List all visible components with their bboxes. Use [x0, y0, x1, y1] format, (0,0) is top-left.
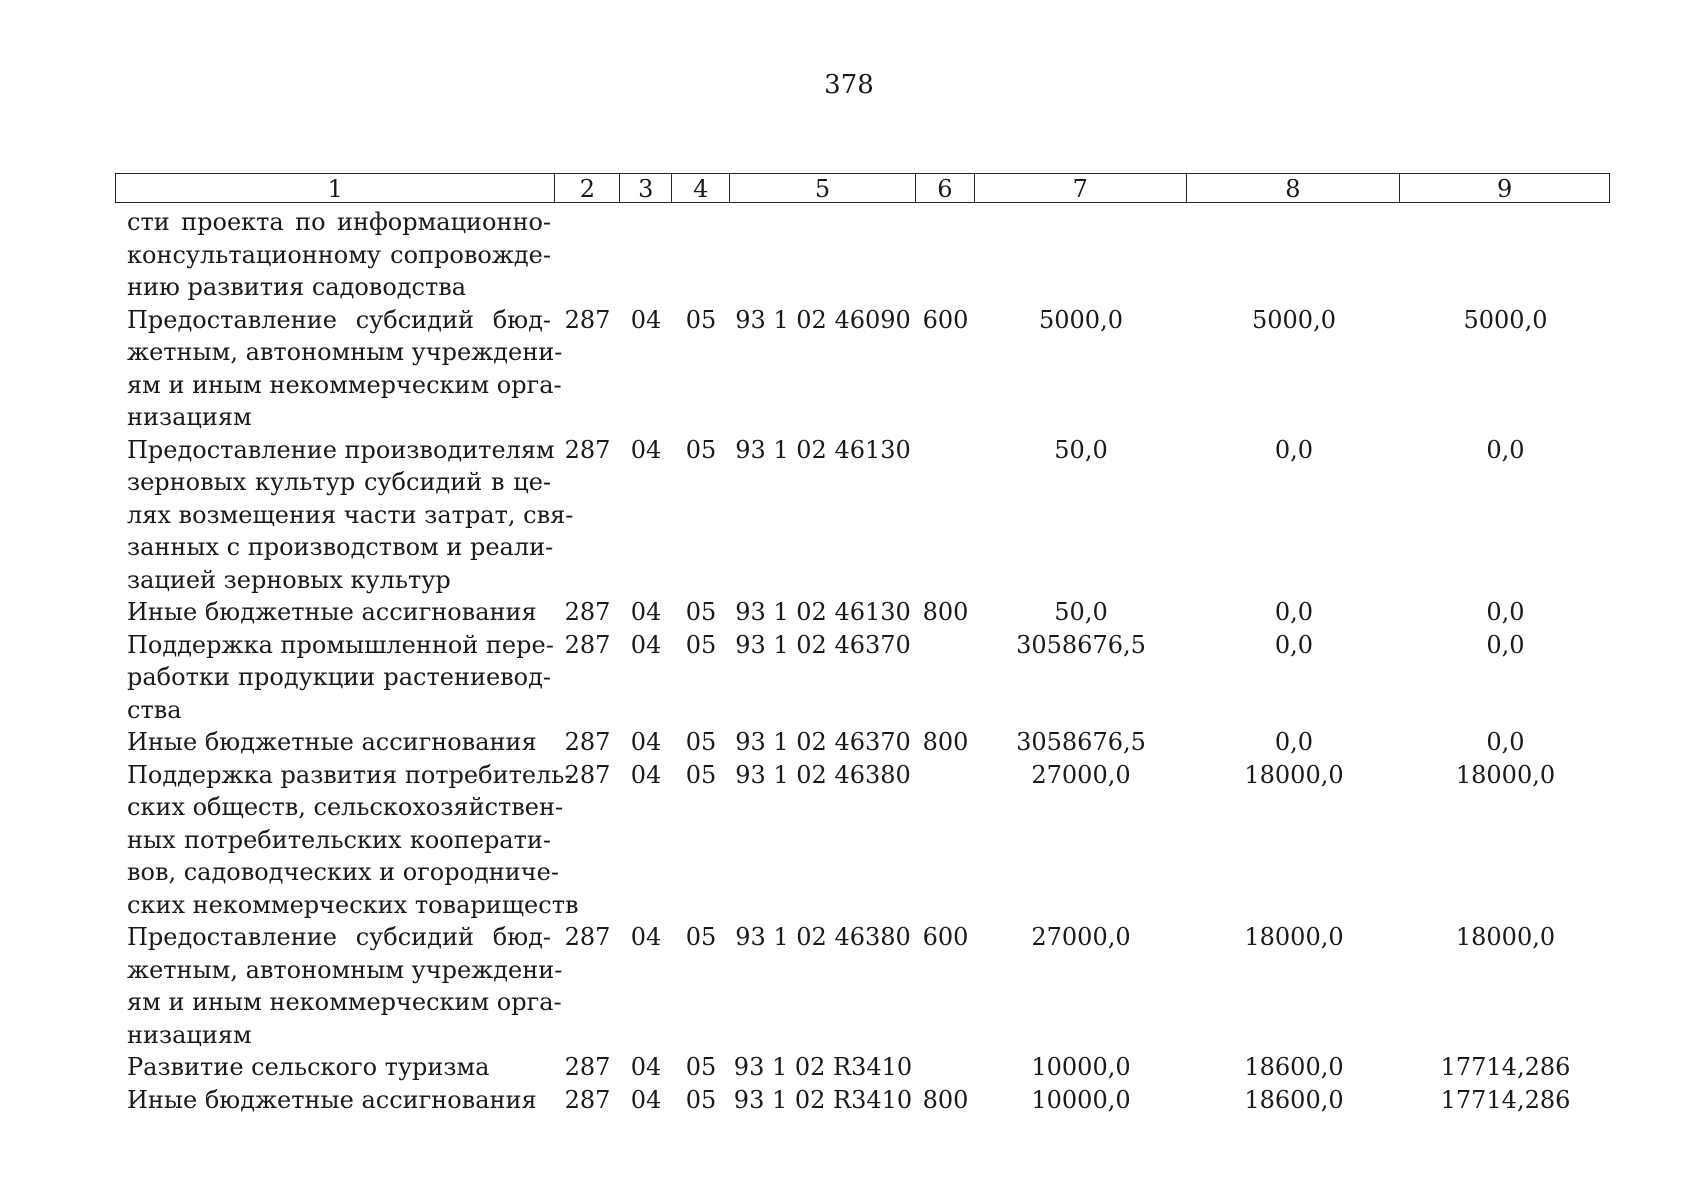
row-name-line: зацией зерновых культур — [127, 565, 451, 594]
row-col-5: 93 1 02 46370 — [735, 630, 911, 659]
row-col-3: 04 — [630, 435, 662, 464]
row-col-9: 18000,0 — [1455, 760, 1556, 789]
row-name-line: ства — [127, 695, 182, 724]
row-col-4: 05 — [685, 630, 717, 659]
row-col-7: 3058676,5 — [1016, 728, 1146, 756]
row-name-line: Предоставление субсидий бюд- — [127, 305, 551, 334]
row-col-5: 93 1 02 46370 — [735, 728, 911, 756]
row-col-4: 05 — [685, 305, 717, 334]
row-name-line: Развитие сельского туризма — [127, 1053, 490, 1081]
row-col-9: 18000,0 — [1455, 923, 1556, 951]
row-name — [115, 434, 574, 597]
row-col-4: 05 — [685, 1085, 717, 1114]
row-col-4: 05 — [685, 728, 717, 756]
header-col-6: 6 — [916, 174, 975, 202]
table-row — [115, 206, 1610, 304]
row-name-line: нию развития садоводства — [127, 273, 467, 301]
row-col-2: 287 — [564, 598, 611, 626]
header-col-8: 8 — [1187, 174, 1401, 202]
page-number: 378 — [824, 70, 874, 100]
row-col-7: 50,0 — [1054, 435, 1108, 464]
row-name-line: зерновых культур субсидий в це- — [127, 468, 551, 496]
row-name — [115, 1084, 555, 1117]
row-col-9: 17714,286 — [1440, 1053, 1571, 1081]
row-name-line: Предоставление субсидий бюд- — [127, 923, 551, 951]
row-name — [115, 921, 563, 1051]
row-col-8: 0,0 — [1274, 630, 1314, 659]
row-name-line: сти проекта по информационно- — [127, 208, 551, 236]
row-col-7: 10000,0 — [1031, 1053, 1131, 1081]
row-col-3: 04 — [630, 728, 662, 756]
table-row — [115, 921, 1610, 1051]
row-col-2: 287 — [564, 760, 611, 789]
row-col-2: 287 — [564, 305, 611, 334]
row-name-line: низациям — [127, 1020, 252, 1049]
row-name — [115, 206, 555, 304]
row-col-3: 04 — [630, 923, 662, 951]
row-col-5: 93 1 02 46380 — [735, 923, 911, 951]
table-row — [115, 596, 1610, 629]
row-name-line: Предоставление производителям — [127, 435, 555, 464]
header-col-7: 7 — [975, 174, 1187, 202]
row-name-line: жетным, автономным учреждени- — [127, 955, 563, 984]
row-col-9: 0,0 — [1486, 630, 1525, 659]
row-col-5: 93 1 02 46130 — [735, 598, 911, 626]
row-col-7: 10000,0 — [1031, 1085, 1131, 1114]
row-name — [115, 726, 555, 759]
row-name-line: ям и иным некоммерческим орга- — [127, 988, 562, 1016]
row-name-line: низациям — [127, 403, 252, 431]
row-col-4: 05 — [685, 923, 717, 951]
row-col-5: 93 1 02 46130 — [735, 435, 911, 464]
header-col-2: 2 — [555, 174, 620, 202]
row-col-2: 287 — [564, 728, 611, 756]
row-name — [115, 629, 555, 727]
row-col-3: 04 — [630, 305, 662, 334]
row-col-9: 17714,286 — [1440, 1085, 1571, 1114]
row-col-4: 05 — [685, 598, 717, 626]
row-name-line: ных потребительских кооперати- — [127, 825, 551, 854]
row-name-line: вов, садоводческих и огородниче- — [127, 858, 559, 886]
row-col-5: 93 1 02 R3410 — [733, 1053, 913, 1081]
row-col-5: 93 1 02 46380 — [735, 760, 911, 789]
row-col-7: 27000,0 — [1031, 760, 1131, 789]
row-col-2: 287 — [564, 1085, 611, 1114]
row-name-line: ских некоммерческих товариществ — [127, 890, 579, 919]
table-body — [115, 206, 1610, 1116]
row-col-2: 287 — [564, 435, 611, 464]
row-col-3: 04 — [630, 760, 662, 789]
row-name-line: ям и иным некоммерческим орга- — [127, 370, 562, 399]
row-col-2: 287 — [564, 923, 611, 951]
row-name — [115, 759, 579, 922]
row-col-3: 04 — [630, 598, 662, 626]
header-col-1: 1 — [116, 174, 555, 202]
row-col-4: 05 — [685, 435, 717, 464]
row-name — [115, 1051, 555, 1084]
row-col-8: 0,0 — [1274, 435, 1314, 464]
row-col-9: 5000,0 — [1463, 305, 1548, 334]
table-row — [115, 629, 1610, 727]
row-col-8: 18000,0 — [1244, 760, 1344, 789]
table-header — [115, 173, 1610, 203]
row-col-6: 800 — [922, 598, 969, 626]
row-col-9: 0,0 — [1486, 598, 1525, 626]
row-col-6: 600 — [922, 923, 969, 951]
row-name-line: Иные бюджетные ассигнования — [127, 598, 537, 626]
row-name-line: жетным, автономным учреждени- — [127, 338, 563, 366]
row-col-7: 50,0 — [1054, 598, 1108, 626]
row-col-2: 287 — [564, 630, 611, 659]
row-name-line: Поддержка промышленной пере- — [127, 630, 554, 659]
row-name-line: Иные бюджетные ассигнования — [127, 1085, 537, 1114]
row-name-line: ских обществ, сельскохозяйствен- — [127, 793, 564, 821]
header-col-3: 3 — [620, 174, 672, 202]
row-col-6: 600 — [922, 305, 969, 334]
row-col-3: 04 — [630, 1053, 662, 1081]
row-name-line: консультационному сопровожде- — [127, 240, 551, 269]
row-col-2: 287 — [564, 1053, 611, 1081]
table-row — [115, 726, 1610, 759]
table-row — [115, 304, 1610, 434]
row-col-8: 18600,0 — [1244, 1053, 1344, 1081]
row-col-7: 27000,0 — [1031, 923, 1131, 951]
row-name — [115, 596, 555, 629]
table-row — [115, 759, 1610, 922]
row-col-3: 04 — [630, 630, 662, 659]
row-col-7: 5000,0 — [1039, 305, 1123, 334]
row-col-7: 3058676,5 — [1016, 630, 1146, 659]
table-row — [115, 434, 1610, 597]
row-col-5: 93 1 02 R3410 — [733, 1085, 913, 1114]
row-name-line: лях возмещения части затрат, свя- — [127, 500, 574, 529]
row-col-8: 18600,0 — [1244, 1085, 1344, 1114]
row-col-8: 0,0 — [1274, 598, 1314, 626]
row-name-line: работки продукции растениевод- — [127, 663, 551, 691]
row-col-8: 5000,0 — [1252, 305, 1336, 334]
row-col-9: 0,0 — [1486, 728, 1525, 756]
row-name — [115, 304, 563, 434]
row-col-4: 05 — [685, 760, 717, 789]
header-col-5: 5 — [730, 174, 916, 202]
row-col-6: 800 — [922, 1085, 969, 1114]
table-row — [115, 1084, 1610, 1117]
row-col-8: 18000,0 — [1244, 923, 1344, 951]
row-col-4: 05 — [685, 1053, 717, 1081]
row-col-8: 0,0 — [1274, 728, 1314, 756]
row-name-line: Поддержка развития потребитель- — [127, 760, 573, 789]
header-col-9: 9 — [1497, 175, 1513, 203]
row-name-line: Иные бюджетные ассигнования — [127, 728, 537, 756]
table-row — [115, 1051, 1610, 1084]
row-col-5: 93 1 02 46090 — [735, 305, 911, 334]
row-col-3: 04 — [630, 1085, 662, 1114]
header-col-4: 4 — [672, 174, 730, 202]
row-name-line: занных с производством и реали- — [127, 533, 554, 561]
row-col-9: 0,0 — [1486, 435, 1525, 464]
row-col-6: 800 — [922, 728, 969, 756]
